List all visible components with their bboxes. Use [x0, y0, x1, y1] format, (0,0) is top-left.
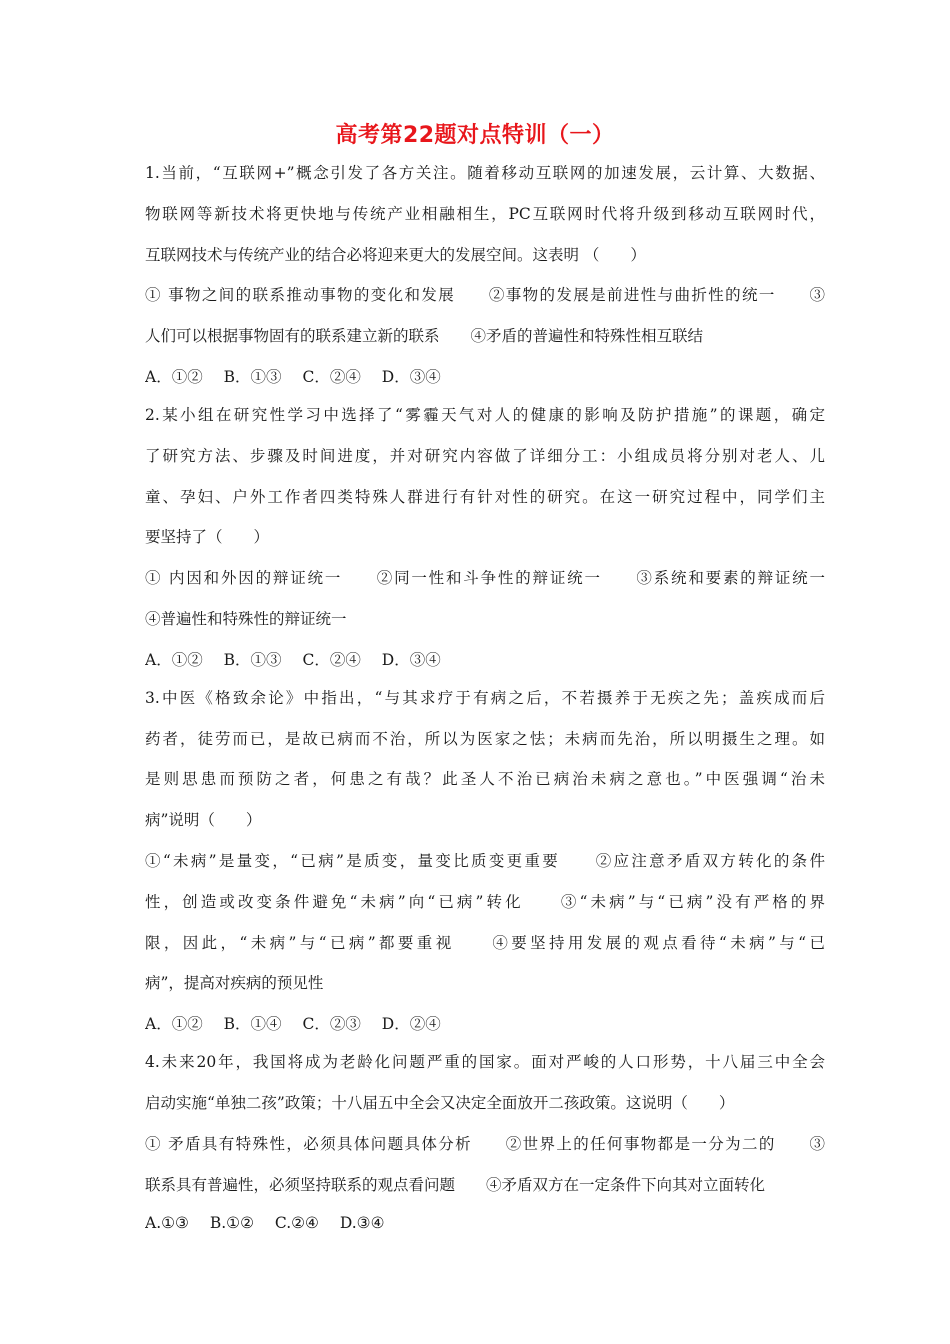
question-1: [145, 158, 825, 400]
question-3-options: [145, 1009, 825, 1047]
option-b: B.①②: [209, 1213, 254, 1232]
question-1-statement-line: ① 事物之间的联系推动事物的变化和发展 ②事物的发展是前进性与曲折性的统一 ③: [145, 286, 825, 305]
question-3-statement-line: 病”，提高对疾病的预见性: [145, 974, 324, 993]
question-4: [145, 1047, 825, 1245]
question-4-stem-line: 4.未来20年，我国将成为老龄化问题严重的国家。面对严峻的人口形势，十八届三中全会: [145, 1053, 825, 1072]
question-2-options: [145, 645, 825, 683]
question-2-stem-line: 童、孕妇、户外工作者四类特殊人群进行有针对性的研究。在这一研究过程中，同学们主: [145, 487, 825, 506]
question-3-stem-line: 3.中医《格致余论》中指出，“与其求疗于有病之后，不若摄养于无疾之先；盖疾成而后: [145, 688, 825, 707]
question-1-stem-line: 互联网技术与传统产业的结合必将迎来更大的发展空间。这表明 （ ）: [145, 245, 646, 264]
question-1-statement-line: 人们可以根据事物固有的联系建立新的联系 ④矛盾的普遍性和特殊性相互联结: [145, 327, 704, 346]
question-3-stem-line: 病”说明（ ）: [145, 811, 262, 830]
option-c: C．②④: [302, 367, 361, 386]
question-2-statement-line: ④普遍性和特殊性的辩证统一: [145, 609, 347, 628]
option-a: A．①②: [145, 367, 203, 386]
question-3-stem-line: 是则思患而预防之者，何患之有哉？此圣人不治已病治未病之意也。”中医强调“治未: [145, 770, 825, 789]
option-c: C.②④: [274, 1213, 319, 1232]
question-3-stem-line: 药者，徒劳而已，是故已病而不治，所以为医家之怯；未病而先治，所以明摄生之理。如: [145, 729, 825, 748]
question-3-statement-line: ①“未病”是量变，“已病”是质变，量变比质变更重要 ②应注意矛盾双方转化的条件: [145, 851, 825, 870]
option-d: D．③④: [381, 367, 441, 386]
question-2: [145, 400, 825, 683]
question-1-options: [145, 362, 825, 400]
option-a: A．①②: [145, 650, 203, 669]
question-4-options: [145, 1208, 825, 1246]
question-1-stem-line: 1.当前，“互联网+”概念引发了各方关注。随着移动互联网的加速发展，云计算、大数据、: [145, 164, 825, 182]
option-d: D．③④: [381, 650, 441, 669]
question-4-statement-line: 联系具有普遍性，必须坚持联系的观点看问题 ④矛盾双方在一定条件下向其对立面转化: [145, 1175, 766, 1194]
option-a: A.①③: [145, 1213, 189, 1232]
question-3-statement-line: 性，创造或改变条件避免“未病”向“已病”转化 ③“未病”与“已病”没有严格的界: [145, 892, 825, 911]
option-c: C．②④: [302, 650, 361, 669]
option-a: A．①②: [145, 1015, 203, 1034]
question-2-stem-line: 2.某小组在研究性学习中选择了“雾霾天气对人的健康的影响及防护措施”的课题，确定: [145, 405, 825, 424]
question-list: [145, 158, 825, 1246]
option-d: D.③④: [339, 1213, 385, 1232]
question-3-statement-line: 限，因此，“未病”与“已病”都要重视 ④要坚持用发展的观点看待“未病”与“已: [145, 933, 825, 952]
document-title: 高考第22题对点特训（一）: [335, 123, 615, 148]
question-4-stem-line: 启动实施“单独二孩”政策；十八届五中全会又决定全面放开二孩政策。这说明（ ）: [145, 1093, 735, 1112]
option-b: B．①③: [223, 367, 282, 386]
option-b: B．①④: [223, 1015, 282, 1034]
question-4-statement-line: ① 矛盾具有特殊性，必须具体问题具体分析 ②世界上的任何事物都是一分为二的 ③: [145, 1134, 825, 1153]
option-b: B．①③: [223, 650, 282, 669]
question-2-stem-line: 要坚持了（ ）: [145, 528, 270, 547]
option-c: C．②③: [302, 1015, 361, 1034]
question-2-stem-line: 了研究方法、步骤及时间进度，并对研究内容做了详细分工：小组成员将分别对老人、儿: [145, 446, 825, 465]
question-1-stem-line: 物联网等新技术将更快地与传统产业相融相生，PC互联网时代将升级到移动互联网时代，: [145, 204, 825, 223]
question-3: [145, 683, 825, 1047]
question-2-statement-line: ① 内因和外因的辩证统一 ②同一性和斗争性的辩证统一 ③系统和要素的辩证统一: [145, 569, 825, 588]
option-d: D．②④: [381, 1015, 441, 1034]
